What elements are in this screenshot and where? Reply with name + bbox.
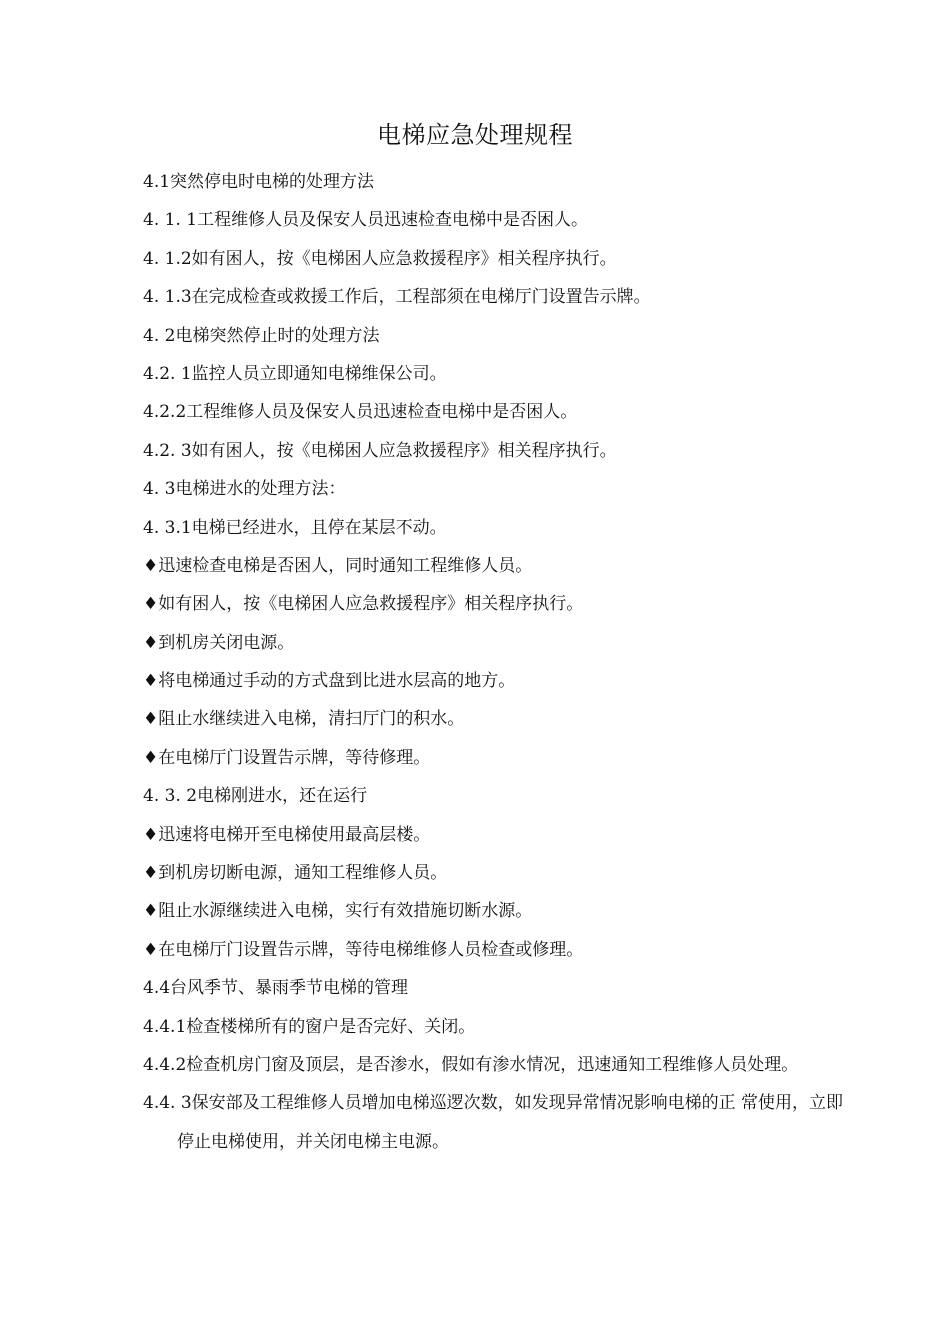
bullet-item: ♦迅速将电梯开至电梯使用最高层楼。 (143, 824, 431, 845)
procedure-item: 4. 1. 1工程维修人员及保安人员迅速检查电梯中是否困人。 (143, 210, 589, 231)
document-title: 电梯应急处理规程 (377, 121, 573, 149)
procedure-list (143, 163, 844, 1161)
procedure-item: 4.2. 1监控人员立即通知电梯维保公司。 (143, 363, 447, 384)
bullet-item: ♦如有困人，按《电梯困人应急救援程序》相关程序执行。 (143, 594, 584, 615)
subsection-heading: 4. 3. 2电梯刚进水，还在运行 (143, 786, 368, 807)
subsection-heading: 4. 3.1电梯已经进水，且停在某层不动。 (143, 517, 447, 538)
bullet-item: ♦阻止水源继续进入电梯，实行有效措施切断水源。 (143, 901, 533, 922)
section-heading: 4.1突然停电时电梯的处理方法 (143, 172, 375, 192)
section-heading: 4. 3电梯进水的处理方法： (143, 479, 346, 500)
bullet-item: ♦在电梯厅门设置告示牌，等待修理。 (143, 747, 431, 768)
procedure-item: 4.4.1检查楼梯所有的窗户是否完好、关闭。 (143, 1016, 476, 1037)
section-heading: 4.4台风季节、暴雨季节电梯的管理 (143, 978, 409, 999)
bullet-item: ♦到机房切断电源，通知工程维修人员。 (143, 863, 448, 884)
bullet-item: ♦阻止水继续进入电梯，清扫厅门的积水。 (143, 709, 465, 730)
bullet-item: ♦在电梯厅门设置告示牌，等待电梯维修人员检查或修理。 (143, 939, 584, 960)
procedure-item: 4. 1.3在完成检查或救援工作后，工程部须在电梯厅门设置告示牌。 (143, 287, 651, 308)
procedure-item: 4.4. 3保安部及工程维修人员增加电梯巡逻次数，如发现异常情况影响电梯的正 常使用，立即停止电梯使用，并关闭电梯主电源。 (143, 1093, 844, 1152)
bullet-item: ♦将电梯通过手动的方式盘到比进水层高的地方。 (143, 671, 516, 692)
procedure-item: 4. 1.2如有困人，按《电梯困人应急救援程序》相关程序执行。 (143, 248, 617, 269)
bullet-item: ♦迅速检查电梯是否困人，同时通知工程维修人员。 (143, 555, 533, 576)
procedure-item: 4.2. 3如有困人，按《电梯困人应急救援程序》相关程序执行。 (143, 440, 617, 461)
procedure-item: 4.2.2工程维修人员及保安人员迅速检查电梯中是否困人。 (143, 402, 578, 423)
procedure-item: 4.4.2检查机房门窗及顶层，是否渗水，假如有渗水情况，迅速通知工程维修人员处理。 (143, 1054, 799, 1075)
section-heading: 4. 2电梯突然停止时的处理方法 (143, 325, 380, 346)
bullet-item: ♦到机房关闭电源。 (143, 632, 295, 653)
